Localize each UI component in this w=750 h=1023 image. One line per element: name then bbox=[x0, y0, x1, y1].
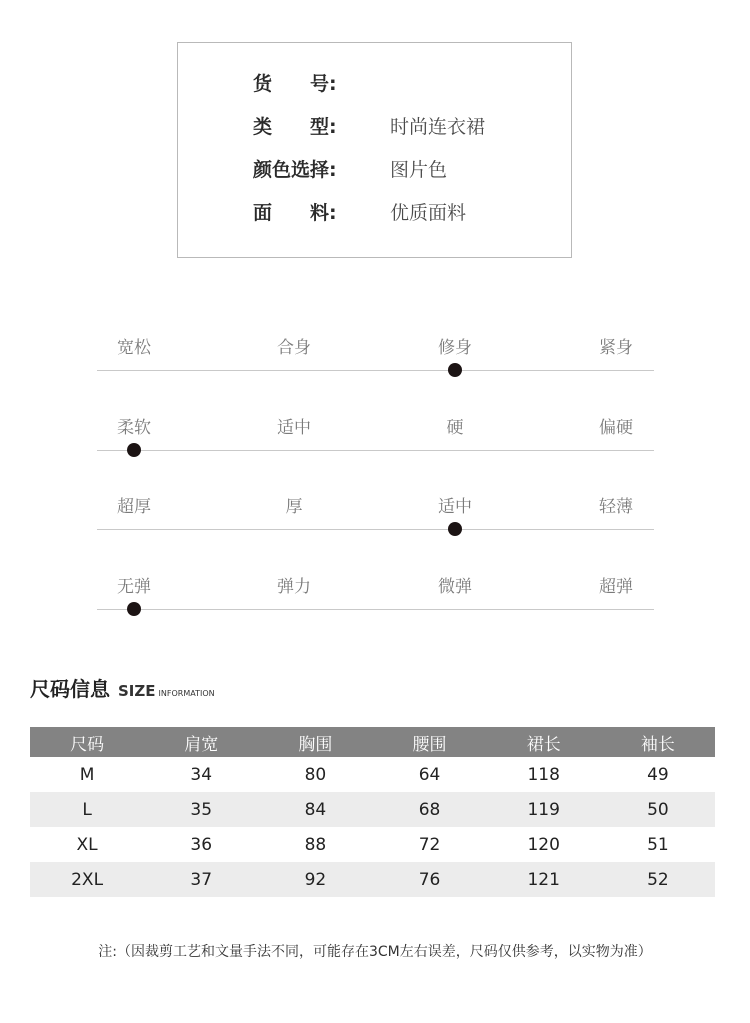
fit-scale bbox=[97, 333, 654, 383]
info-label-part: 号: bbox=[310, 73, 337, 95]
info-label-color: 颜色选择: bbox=[253, 159, 337, 181]
scale-track-line bbox=[97, 529, 654, 530]
header-size: 尺码 bbox=[30, 727, 144, 757]
info-label-part: 类 bbox=[253, 116, 273, 138]
table-cell: 34 bbox=[190, 764, 213, 785]
scale-selected-dot bbox=[127, 443, 141, 457]
table-cell: 49 bbox=[647, 764, 669, 785]
table-row bbox=[30, 757, 715, 792]
table-cell: 118 bbox=[527, 764, 560, 785]
table-cell: XL bbox=[76, 834, 98, 855]
scale-option-label: 柔软 bbox=[117, 418, 151, 438]
info-value-color: 图片色 bbox=[390, 159, 448, 181]
info-value-fabric: 优质面料 bbox=[390, 202, 467, 224]
size-heading-en: SIZE bbox=[118, 682, 156, 700]
header-waist: 腰围 bbox=[372, 727, 486, 757]
scale-track-line bbox=[97, 450, 654, 451]
table-cell: 51 bbox=[647, 834, 669, 855]
scale-option-label: 合身 bbox=[277, 338, 311, 358]
scale-option-label: 超厚 bbox=[117, 497, 151, 517]
table-row bbox=[30, 827, 715, 862]
table-cell: 2XL bbox=[30, 862, 144, 897]
scale-selected-dot bbox=[448, 363, 462, 377]
scale-option-label: 修身 bbox=[438, 338, 472, 358]
table-cell: 35 bbox=[144, 792, 258, 827]
table-row bbox=[30, 792, 715, 827]
scale-option-label: 硬 bbox=[446, 418, 464, 438]
size-table-header-row bbox=[30, 727, 715, 757]
product-info-box bbox=[177, 42, 572, 258]
table-cell: 50 bbox=[601, 792, 715, 827]
info-label-part: 面 bbox=[253, 202, 273, 224]
header-shoulder: 肩宽 bbox=[144, 727, 258, 757]
scale-option-label: 偏硬 bbox=[599, 418, 633, 438]
table-cell: 76 bbox=[372, 862, 486, 897]
size-heading-sub: INFORMATION bbox=[158, 689, 215, 698]
scale-selected-dot bbox=[448, 522, 462, 536]
stretch-scale bbox=[97, 572, 654, 622]
scale-track-line bbox=[97, 370, 654, 371]
scale-option-label: 超弹 bbox=[599, 577, 633, 597]
info-label-item-number bbox=[253, 71, 337, 97]
scale-option-label: 适中 bbox=[438, 497, 472, 517]
size-disclaimer-note: 注:（因裁剪工艺和文量手法不同，可能存在3CM左右误差，尺码仅供参考，以实物为准） bbox=[98, 944, 652, 960]
scale-option-label: 轻薄 bbox=[599, 497, 633, 517]
table-cell: 64 bbox=[418, 764, 441, 785]
info-label-fabric bbox=[253, 200, 337, 226]
scale-option-label: 厚 bbox=[285, 497, 303, 517]
table-cell: 37 bbox=[144, 862, 258, 897]
info-label-type bbox=[253, 114, 337, 140]
softness-scale bbox=[97, 413, 654, 463]
table-cell: M bbox=[79, 764, 95, 785]
size-heading-title: 尺码信息 bbox=[30, 677, 110, 701]
scale-option-label: 无弹 bbox=[117, 577, 151, 597]
table-cell: 120 bbox=[527, 834, 560, 855]
scale-selected-dot bbox=[127, 602, 141, 616]
table-cell: 84 bbox=[258, 792, 372, 827]
table-cell: 52 bbox=[601, 862, 715, 897]
size-info-heading bbox=[30, 673, 215, 702]
table-row bbox=[30, 862, 715, 897]
table-cell: 119 bbox=[487, 792, 601, 827]
scale-option-label: 微弹 bbox=[438, 577, 472, 597]
header-sleeve-length: 袖长 bbox=[601, 727, 715, 757]
thickness-scale bbox=[97, 492, 654, 542]
scale-option-label: 紧身 bbox=[599, 338, 633, 358]
scale-option-label: 弹力 bbox=[277, 577, 311, 597]
info-label-part: 料: bbox=[310, 202, 337, 224]
table-cell: 68 bbox=[372, 792, 486, 827]
info-label-part: 货 bbox=[253, 73, 273, 95]
scale-option-label: 宽松 bbox=[117, 338, 151, 358]
header-dress-length: 裙长 bbox=[487, 727, 601, 757]
info-label-part: 型: bbox=[310, 116, 337, 138]
table-cell: 121 bbox=[487, 862, 601, 897]
table-cell: 36 bbox=[190, 834, 213, 855]
table-cell: L bbox=[30, 792, 144, 827]
scale-option-label: 适中 bbox=[277, 418, 311, 438]
table-cell: 80 bbox=[304, 764, 327, 785]
size-table bbox=[30, 727, 715, 897]
header-bust: 胸围 bbox=[258, 727, 372, 757]
scale-track-line bbox=[97, 609, 654, 610]
table-cell: 92 bbox=[258, 862, 372, 897]
table-cell: 72 bbox=[418, 834, 441, 855]
table-cell: 88 bbox=[304, 834, 327, 855]
info-value-type: 时尚连衣裙 bbox=[390, 116, 486, 138]
